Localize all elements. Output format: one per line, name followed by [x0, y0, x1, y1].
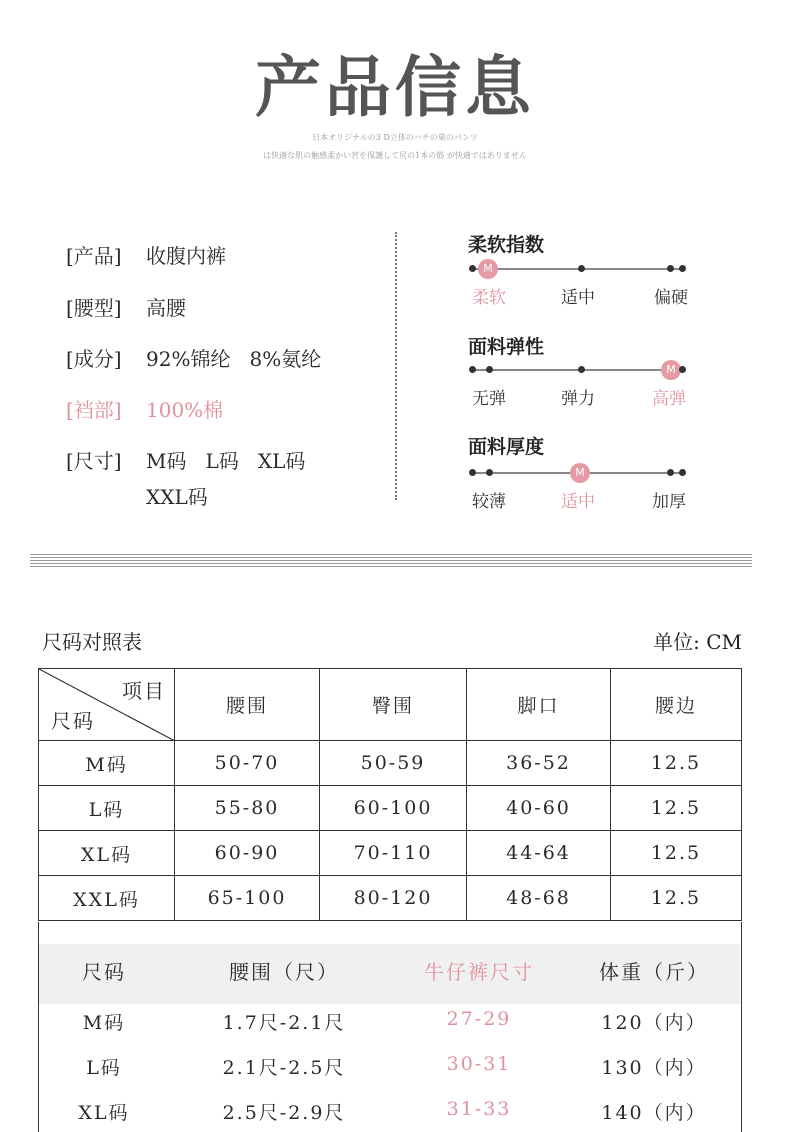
size-table-header-row [39, 669, 742, 741]
scale-end-dot [469, 265, 476, 272]
weight-cell: 140（内） [601, 1102, 707, 1124]
info-crotch-value: 100%棉 [146, 398, 224, 422]
weight-cell: 120（内） [601, 1012, 707, 1034]
elasticity-label-medium: 弹力 [561, 389, 595, 409]
table-row [39, 876, 742, 921]
thickness-label-thick: 加厚 [652, 492, 686, 512]
info-size-value: M码 L码 XL码 [146, 449, 306, 473]
weight-cell: 130（内） [601, 1057, 707, 1079]
weight-table [38, 922, 742, 1132]
info-material-label: [成分] [66, 347, 122, 371]
table-cell: 12.5 [611, 741, 742, 786]
table-cell: XL码 [39, 831, 175, 876]
info-crotch [66, 394, 223, 423]
info-product-label: [产品] [66, 244, 122, 268]
section-separator [30, 554, 752, 555]
info-size-value-2: XXL码 [146, 485, 208, 509]
scale-dot [486, 366, 493, 373]
table-row [39, 786, 742, 831]
table-row [39, 831, 742, 876]
scale-dot [578, 366, 585, 373]
subtitle-line-1: 日本オリジナルの3 D立体のハチの巣のパンツ [312, 133, 478, 142]
table-cell: 48-68 [467, 876, 611, 921]
info-crotch-label: [裆部] [66, 398, 122, 422]
table-cell: 12.5 [611, 876, 742, 921]
info-material-value: 92%锦纶 8%氨纶 [146, 347, 322, 371]
elasticity-title: 面料弹性 [468, 336, 545, 358]
table-cell: 36-52 [467, 741, 611, 786]
elasticity-label-high: 高弹 [652, 389, 686, 409]
size-table-title: 尺码对照表 [42, 630, 142, 654]
info-size [66, 445, 305, 474]
scale-end-dot [679, 265, 686, 272]
table-cell: 80-120 [320, 876, 467, 921]
table-cell: 50-70 [175, 741, 320, 786]
table-row [39, 741, 742, 786]
table-cell: 65-100 [175, 876, 320, 921]
scale-end-dot [469, 366, 476, 373]
weight-column-header: 体重（斤） [599, 960, 709, 984]
size-table [38, 668, 742, 921]
subtitle-line-2: は快適な肌の触感柔かい宮を保護して尻の1本の筋 が快適ではありません [263, 151, 527, 160]
info-waist [66, 292, 186, 321]
elasticity-marker: M [661, 360, 681, 380]
scale-dot [667, 469, 674, 476]
page-title: 产品信息 [255, 48, 535, 126]
table-cell: 44-64 [467, 831, 611, 876]
weight-cell: 31-33 [446, 1098, 512, 1120]
corner-size-label: 尺码 [51, 709, 95, 733]
table-cell: 50-59 [320, 741, 467, 786]
weight-cell: L码 [86, 1057, 122, 1079]
table-cell: 12.5 [611, 786, 742, 831]
table-cell: 12.5 [611, 831, 742, 876]
thickness-label-thin: 较薄 [472, 492, 506, 512]
info-product [66, 240, 226, 269]
weight-cell: 2.1尺-2.5尺 [222, 1057, 346, 1079]
thickness-title: 面料厚度 [468, 436, 545, 458]
info-material [66, 343, 321, 372]
table-cell: L码 [39, 786, 175, 831]
info-product-value: 收腹内裤 [146, 244, 226, 268]
thickness-marker: M [570, 463, 590, 483]
softness-marker: M [478, 259, 498, 279]
table-cell: 55-80 [175, 786, 320, 831]
scale-dot [667, 265, 674, 272]
weight-column-header: 牛仔裤尺寸 [424, 960, 534, 984]
elasticity-label-none: 无弹 [472, 389, 506, 409]
table-cell: M码 [39, 741, 175, 786]
column-header: 臀围 [320, 669, 467, 741]
column-header: 腰围 [175, 669, 320, 741]
scale-end-dot [679, 366, 686, 373]
table-cell: XXL码 [39, 876, 175, 921]
section-separator [30, 557, 752, 558]
weight-cell: 1.7尺-2.1尺 [222, 1012, 346, 1034]
section-separator [30, 563, 752, 564]
vertical-divider [395, 232, 397, 500]
table-cell: 60-100 [320, 786, 467, 831]
weight-cell: 2.5尺-2.9尺 [222, 1102, 346, 1124]
scale-dot [578, 265, 585, 272]
info-size-label: [尺寸] [66, 449, 122, 473]
info-waist-value: 高腰 [146, 296, 186, 320]
thickness-scale [472, 466, 685, 479]
section-separator [30, 566, 752, 567]
weight-column-header: 腰围（尺） [229, 960, 339, 984]
weight-cell: M码 [82, 1012, 126, 1034]
scale-end-dot [469, 469, 476, 476]
scale-end-dot [679, 469, 686, 476]
size-table-corner [39, 669, 175, 741]
softness-scale [472, 262, 685, 275]
weight-cell: XL码 [78, 1102, 130, 1124]
thickness-label-medium: 适中 [561, 492, 595, 512]
softness-label-hard: 偏硬 [654, 288, 688, 308]
weight-cell: 27-29 [446, 1008, 512, 1030]
info-waist-label: [腰型] [66, 296, 122, 320]
weight-cell: 30-31 [446, 1053, 512, 1075]
table-cell: 70-110 [320, 831, 467, 876]
scale-dot [486, 469, 493, 476]
softness-title: 柔软指数 [468, 234, 545, 256]
table-cell: 60-90 [175, 831, 320, 876]
softness-label-medium: 适中 [561, 288, 595, 308]
column-header: 腰边 [611, 669, 742, 741]
column-header: 脚口 [467, 669, 611, 741]
size-table-unit: 单位: CM [653, 630, 742, 654]
weight-column-header: 尺码 [82, 960, 126, 984]
corner-item-label: 项目 [122, 679, 166, 703]
table-cell: 40-60 [467, 786, 611, 831]
section-separator [30, 560, 752, 561]
elasticity-scale [472, 363, 685, 376]
softness-label-soft: 柔软 [472, 288, 506, 308]
